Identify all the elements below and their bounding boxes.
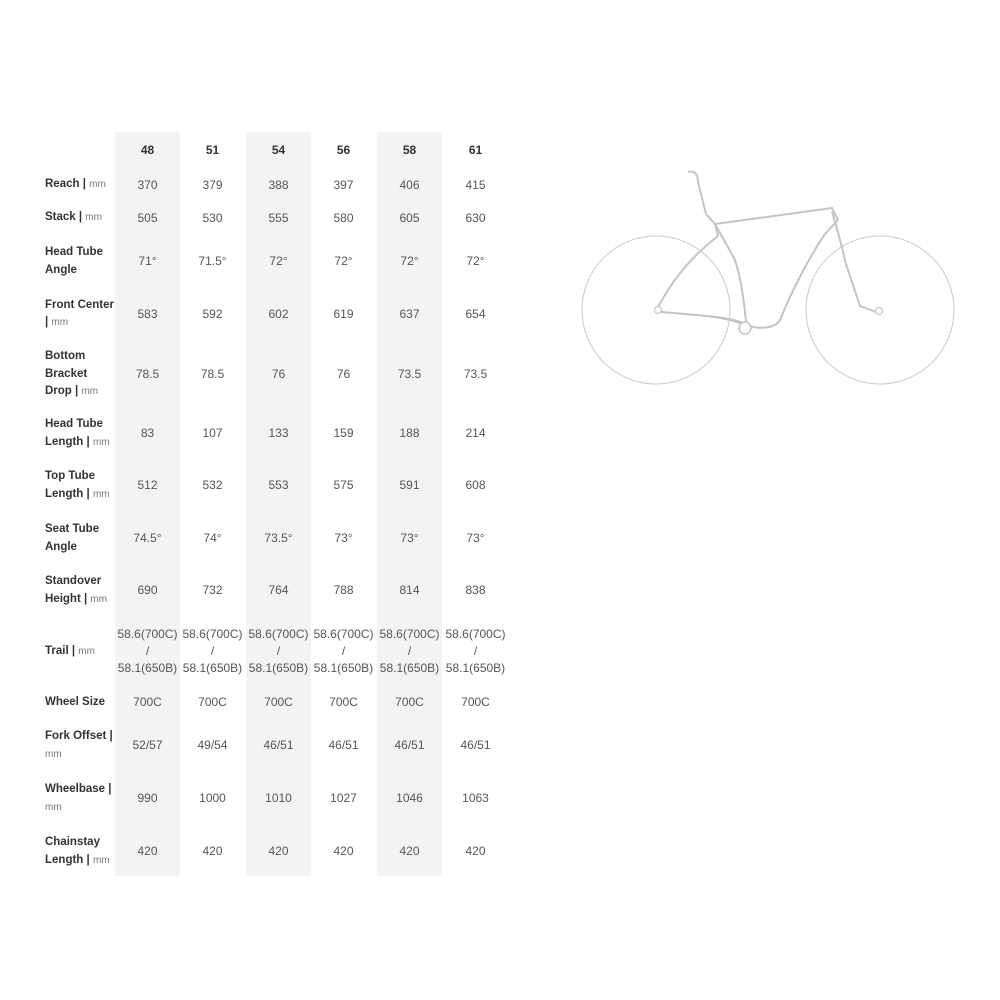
row-label-text: Head Tube Length bbox=[45, 418, 103, 448]
table-cell: 420 bbox=[333, 844, 354, 858]
table-cell: 619 bbox=[333, 306, 354, 321]
table-cell: 788 bbox=[333, 583, 354, 597]
table-cell: 700C bbox=[133, 695, 162, 709]
row-label bbox=[45, 240, 117, 283]
table-cell: 58.6(700C) / 58.1(650B) bbox=[445, 627, 506, 675]
table-cell: 555 bbox=[268, 210, 289, 225]
bottom-bracket bbox=[739, 322, 751, 334]
table-cell: 700C bbox=[264, 695, 293, 709]
table-cell: 107 bbox=[202, 426, 223, 440]
row-label-unit: mm bbox=[78, 645, 95, 657]
row-label-separator: | bbox=[45, 316, 52, 328]
table-cell: 188 bbox=[399, 426, 420, 440]
table-cell: 46/51 bbox=[263, 738, 294, 752]
row-label-separator: | bbox=[83, 435, 93, 448]
row-label bbox=[45, 723, 117, 768]
row-label bbox=[45, 829, 117, 874]
table-cell: 73° bbox=[334, 531, 353, 545]
front-dropout bbox=[876, 308, 883, 315]
row-label-text: Front Center bbox=[45, 298, 114, 311]
table-cell: 420 bbox=[202, 844, 223, 858]
row-label-text: Standover Height bbox=[45, 575, 102, 605]
table-cell: 630 bbox=[465, 210, 486, 225]
table-cell: 78.5 bbox=[200, 367, 225, 381]
table-cell: 74.5° bbox=[133, 531, 162, 545]
row-label-separator: | bbox=[106, 730, 113, 742]
table-cell: 591 bbox=[399, 478, 420, 492]
table-cell: 46/51 bbox=[394, 738, 425, 752]
row-label-text: Bottom Bracket Drop bbox=[45, 350, 88, 398]
table-cell: 420 bbox=[465, 844, 486, 858]
table-cell: 73.5 bbox=[463, 367, 488, 381]
table-cell: 990 bbox=[137, 791, 158, 805]
table-cell: 58.6(700C) / 58.1(650B) bbox=[313, 627, 374, 675]
table-cell: 71° bbox=[138, 254, 157, 268]
row-label bbox=[45, 292, 117, 336]
seatpost bbox=[688, 171, 715, 224]
table-cell: 83 bbox=[140, 426, 155, 440]
size-header: 61 bbox=[468, 143, 483, 157]
table-cell: 420 bbox=[399, 844, 420, 858]
table-cell: 52/57 bbox=[132, 738, 163, 752]
table-cell: 530 bbox=[202, 210, 223, 225]
table-cell: 397 bbox=[333, 177, 354, 192]
bike-frame-illustration bbox=[570, 150, 970, 400]
table-cell: 814 bbox=[399, 583, 420, 597]
table-cell: 605 bbox=[399, 210, 420, 225]
row-label bbox=[45, 569, 117, 612]
table-cell: 1063 bbox=[462, 791, 489, 805]
row-label-unit: mm bbox=[45, 801, 62, 813]
table-cell: 46/51 bbox=[328, 738, 359, 752]
row-label-text: Wheel Size bbox=[45, 695, 106, 708]
row-label-text: Head Tube Angle bbox=[45, 246, 103, 276]
table-cell: 406 bbox=[399, 177, 420, 192]
size-header: 48 bbox=[140, 143, 155, 157]
table-cell: 420 bbox=[268, 844, 289, 858]
table-cell: 73.5 bbox=[397, 367, 422, 381]
row-label bbox=[45, 170, 117, 200]
row-label-unit: mm bbox=[89, 179, 106, 191]
table-cell: 58.6(700C) / 58.1(650B) bbox=[248, 627, 309, 675]
row-label-text: Stack bbox=[45, 211, 76, 224]
row-label-unit: mm bbox=[90, 593, 108, 605]
row-label-unit: mm bbox=[92, 854, 110, 866]
row-label-separator: | bbox=[75, 211, 86, 224]
table-cell: 700C bbox=[329, 695, 358, 709]
row-label-separator: | bbox=[105, 783, 112, 795]
table-cell: 1027 bbox=[330, 791, 357, 805]
table-cell: 72° bbox=[466, 254, 485, 268]
row-label-unit: mm bbox=[92, 488, 110, 500]
row-label-text: Trail bbox=[45, 644, 69, 657]
row-label-separator: | bbox=[79, 178, 90, 191]
table-cell: 58.6(700C) / 58.1(650B) bbox=[379, 627, 440, 675]
table-cell: 732 bbox=[202, 583, 223, 597]
size-header: 51 bbox=[205, 143, 220, 157]
table-cell: 583 bbox=[137, 306, 158, 321]
table-cell: 76 bbox=[271, 367, 286, 381]
row-label bbox=[45, 464, 117, 507]
size-header: 58 bbox=[402, 143, 417, 157]
table-cell: 505 bbox=[137, 210, 158, 225]
row-label-separator: | bbox=[71, 385, 82, 398]
table-cell: 72° bbox=[269, 254, 288, 268]
table-cell: 532 bbox=[202, 478, 223, 492]
row-label-text: Top Tube Length bbox=[45, 470, 96, 500]
table-cell: 73.5° bbox=[264, 531, 293, 545]
table-cell: 575 bbox=[333, 478, 354, 492]
table-cell: 608 bbox=[465, 478, 486, 492]
size-header: 54 bbox=[271, 143, 286, 157]
table-cell: 637 bbox=[399, 306, 420, 321]
table-cell: 580 bbox=[333, 210, 354, 225]
row-label bbox=[45, 776, 117, 821]
table-cell: 58.6(700C) / 58.1(650B) bbox=[117, 627, 178, 675]
size-header: 56 bbox=[336, 143, 351, 157]
row-label-unit: mm bbox=[51, 317, 69, 328]
table-cell: 73° bbox=[400, 531, 419, 545]
table-cell: 1046 bbox=[396, 791, 423, 805]
table-cell: 1010 bbox=[265, 791, 292, 805]
table-cell: 654 bbox=[465, 306, 486, 321]
row-label-text: Seat Tube Angle bbox=[45, 523, 100, 553]
row-label bbox=[45, 623, 117, 680]
row-label-separator: | bbox=[83, 853, 93, 866]
row-label-unit: mm bbox=[81, 386, 99, 398]
table-cell: 690 bbox=[137, 583, 158, 597]
table-cell: 76 bbox=[336, 367, 351, 381]
table-cell: 74° bbox=[203, 531, 222, 545]
row-label-text: Wheelbase bbox=[45, 783, 106, 795]
row-label-unit: mm bbox=[45, 748, 62, 760]
table-cell: 592 bbox=[202, 306, 223, 321]
table-cell: 415 bbox=[465, 177, 486, 192]
table-cell: 700C bbox=[395, 695, 424, 709]
row-label-separator: | bbox=[80, 592, 91, 605]
table-cell: 602 bbox=[268, 306, 289, 321]
table-cell: 72° bbox=[400, 254, 419, 268]
fork bbox=[832, 212, 876, 312]
row-label-text: Reach bbox=[45, 178, 80, 191]
row-label bbox=[45, 689, 117, 716]
table-cell: 73° bbox=[466, 531, 485, 545]
row-label-unit: mm bbox=[92, 436, 110, 448]
table-cell: 700C bbox=[461, 695, 490, 709]
row-label bbox=[45, 412, 117, 455]
table-cell: 78.5 bbox=[135, 367, 160, 381]
row-label-text: Fork Offset bbox=[45, 730, 107, 742]
table-cell: 214 bbox=[465, 426, 486, 440]
table-cell: 420 bbox=[137, 844, 158, 858]
table-cell: 838 bbox=[465, 583, 486, 597]
table-cell: 159 bbox=[333, 426, 354, 440]
row-label bbox=[45, 203, 117, 233]
table-cell: 512 bbox=[137, 478, 158, 492]
table-cell: 133 bbox=[268, 426, 289, 440]
row-label-separator: | bbox=[68, 644, 79, 657]
table-cell: 72° bbox=[334, 254, 353, 268]
rear-dropout bbox=[655, 307, 662, 314]
table-cell: 553 bbox=[268, 478, 289, 492]
table-cell: 71.5° bbox=[198, 254, 227, 268]
row-label-unit: mm bbox=[85, 212, 102, 224]
table-cell: 46/51 bbox=[460, 738, 491, 752]
table-cell: 700C bbox=[198, 695, 227, 709]
row-label-separator: | bbox=[83, 487, 93, 500]
table-cell: 370 bbox=[137, 177, 158, 192]
table-cell: 49/54 bbox=[197, 738, 228, 752]
frame-main bbox=[656, 208, 838, 328]
table-cell: 1000 bbox=[199, 791, 226, 805]
row-label bbox=[45, 517, 117, 560]
table-cell: 764 bbox=[268, 583, 289, 597]
table-cell: 58.6(700C) / 58.1(650B) bbox=[182, 627, 243, 675]
row-label-text: Chainstay Length bbox=[45, 836, 100, 866]
table-cell: 379 bbox=[202, 177, 223, 192]
row-label bbox=[45, 345, 117, 404]
table-cell: 388 bbox=[268, 177, 289, 192]
